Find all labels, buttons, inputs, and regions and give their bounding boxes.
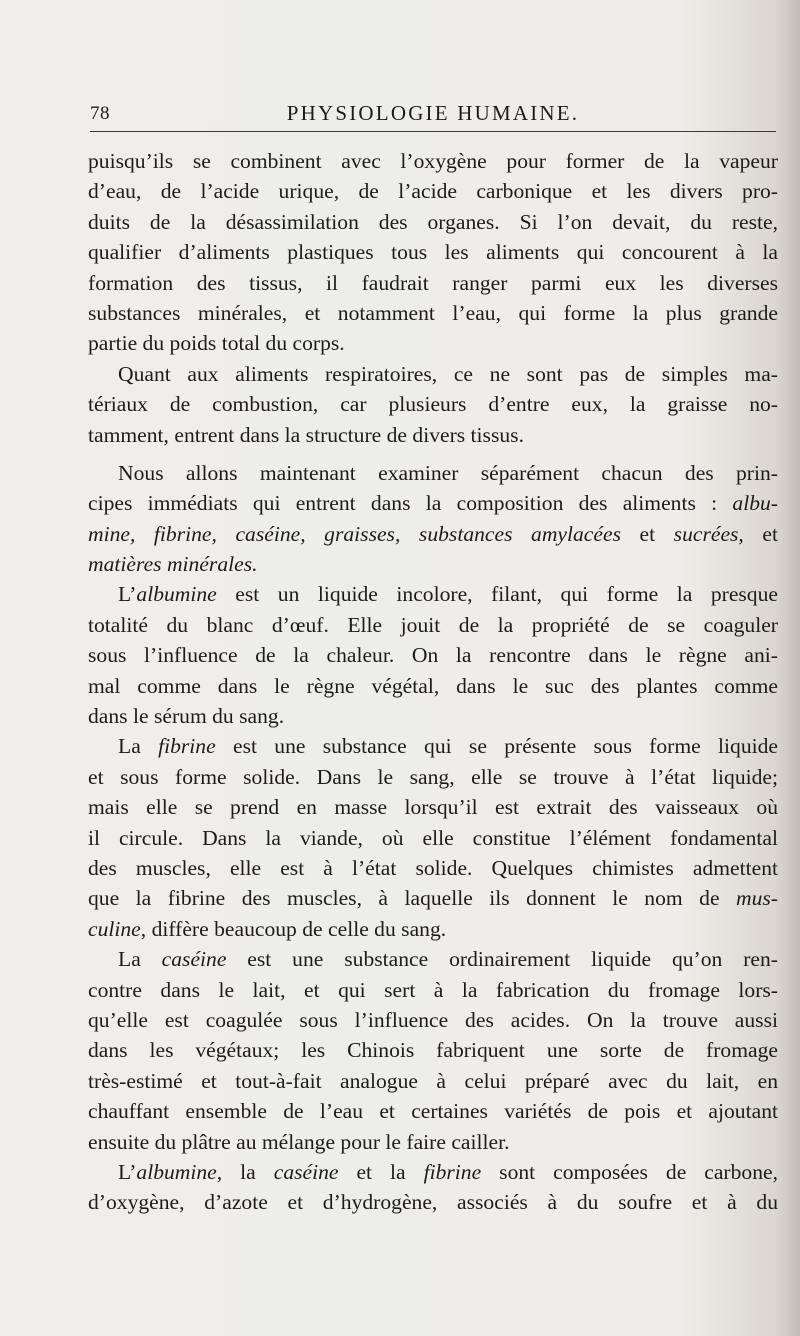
- text-line: [88, 883, 778, 913]
- text-run: est une substance qui se présente sous forme liquide: [215, 734, 778, 759]
- text-line: d’oxygène, d’azote et d’hydrogène, associés à du soufre et à du: [88, 1190, 778, 1215]
- italic-term: culine: [88, 916, 141, 941]
- text-line: dans les végétaux; les Chinois fabriquent une sorte de fromage: [88, 1038, 778, 1063]
- text-run: L’: [118, 1159, 137, 1184]
- paragraph: [88, 731, 778, 944]
- text-line: [88, 914, 778, 944]
- italic-term: sucrées,: [673, 521, 744, 546]
- italic-term: albu-: [732, 491, 778, 516]
- text-line: ensuite du plâtre au mélange pour le faire cailler.: [88, 1129, 510, 1154]
- italic-term: mine, fibrine, caséine, graisses, substances amylacées: [88, 521, 621, 546]
- italic-term: fibrine: [158, 734, 216, 759]
- text-line: dans le sérum du sang.: [88, 704, 285, 729]
- text-line: [88, 731, 778, 761]
- text-line: formation des tissus, il faudrait ranger parmi eux les diverses: [88, 270, 778, 295]
- text-line: d’eau, de l’acide urique, de l’acide carbonique et les divers pro-: [88, 179, 778, 204]
- text-line: des muscles, elle est à l’état solide. Quelques chimistes admettent: [88, 855, 778, 880]
- text-run: et: [743, 521, 778, 546]
- text-line: tamment, entrent dans la structure de divers tissus.: [88, 422, 524, 447]
- text-line: [88, 579, 778, 609]
- text-run: cipes immédiats qui entrent dans la composition des aliments :: [88, 491, 733, 516]
- text-run: est une substance ordinairement liquide qu’on ren-: [226, 947, 778, 972]
- paragraph: [88, 458, 778, 580]
- text-line: Nous allons maintenant examiner séparément chacun des prin-: [118, 460, 778, 485]
- italic-term: caséine: [161, 947, 227, 972]
- text-line: duits de la désassimilation des organes. Si l’on devait, du reste,: [88, 209, 778, 234]
- paragraph: [88, 359, 778, 450]
- body-text: [88, 146, 778, 1218]
- text-run: , diffère beaucoup de celle du sang.: [140, 916, 447, 941]
- italic-term: albumine: [136, 1159, 217, 1184]
- text-line: tériaux de combustion, car plusieurs d’entre eux, la graisse no-: [88, 392, 778, 417]
- text-line: mais elle se prend en masse lorsqu’il est extrait des vaisseaux où: [88, 795, 778, 820]
- italic-term: caséine: [273, 1159, 339, 1184]
- text-run: La: [118, 947, 162, 972]
- paragraph: [88, 944, 778, 1157]
- text-line: qu’elle est coagulée sous l’influence des acides. On la trouve aussi: [88, 1007, 778, 1032]
- text-line: [88, 1157, 778, 1187]
- paragraph-gap: [88, 450, 778, 458]
- text-line: puisqu’ils se combinent avec l’oxygène pour former de la vapeur: [88, 149, 778, 173]
- text-run: et la: [338, 1159, 424, 1184]
- paragraph: [88, 146, 778, 359]
- italic-term: fibrine: [423, 1159, 482, 1184]
- text-line: très-estimé et tout-à-fait analogue à celui préparé avec du lait, en: [88, 1068, 778, 1093]
- running-title: PHYSIOLOGIE HUMAINE.: [286, 101, 580, 125]
- text-run: , la: [216, 1159, 274, 1184]
- text-run: et: [620, 521, 674, 546]
- text-line: [88, 549, 778, 579]
- text-line: [88, 519, 778, 549]
- text-line: il circule. Dans la viande, où elle constitue l’élément fondamental: [88, 825, 778, 850]
- text-line: [88, 944, 778, 974]
- text-line: substances minérales, et notamment l’eau, qui forme la plus grande: [88, 300, 778, 325]
- text-run: sont composées de carbone,: [481, 1159, 778, 1184]
- paragraph: [88, 1157, 778, 1218]
- text-line: contre dans le lait, et qui sert à la fabrication du fromage lors-: [88, 977, 778, 1002]
- text-line: Quant aux aliments respiratoires, ce ne sont pas de simples ma-: [118, 361, 778, 386]
- text-line: qualifier d’aliments plastiques tous les aliments qui concourent à la: [88, 240, 778, 265]
- text-line: totalité du blanc d’œuf. Elle jouit de la propriété de se coaguler: [88, 612, 778, 637]
- italic-term: mus-: [736, 886, 778, 911]
- text-run: La: [118, 734, 159, 759]
- italic-term: matières minérales.: [88, 552, 258, 577]
- text-line: chauffant ensemble de l’eau et certaines variétés de pois et ajoutant: [88, 1099, 778, 1124]
- text-run: que la fibrine des muscles, à laquelle ils donnent le nom de: [88, 886, 736, 911]
- header-rule: [90, 131, 776, 132]
- text-run: est un liquide incolore, filant, qui forme la presque: [216, 582, 778, 607]
- text-run: L’: [118, 582, 137, 607]
- text-line: [88, 488, 778, 518]
- italic-term: albumine: [136, 582, 217, 607]
- paragraph: [88, 579, 778, 731]
- text-line: mal comme dans le règne végétal, dans le suc des plantes comme: [88, 673, 778, 698]
- page-number: 78: [90, 103, 110, 124]
- text-line: partie du poids total du corps.: [88, 331, 345, 356]
- text-line: et sous forme solide. Dans le sang, elle se trouve à l’état liquide;: [88, 764, 778, 789]
- text-line: sous l’influence de la chaleur. On la rencontre dans le règne ani-: [88, 643, 778, 668]
